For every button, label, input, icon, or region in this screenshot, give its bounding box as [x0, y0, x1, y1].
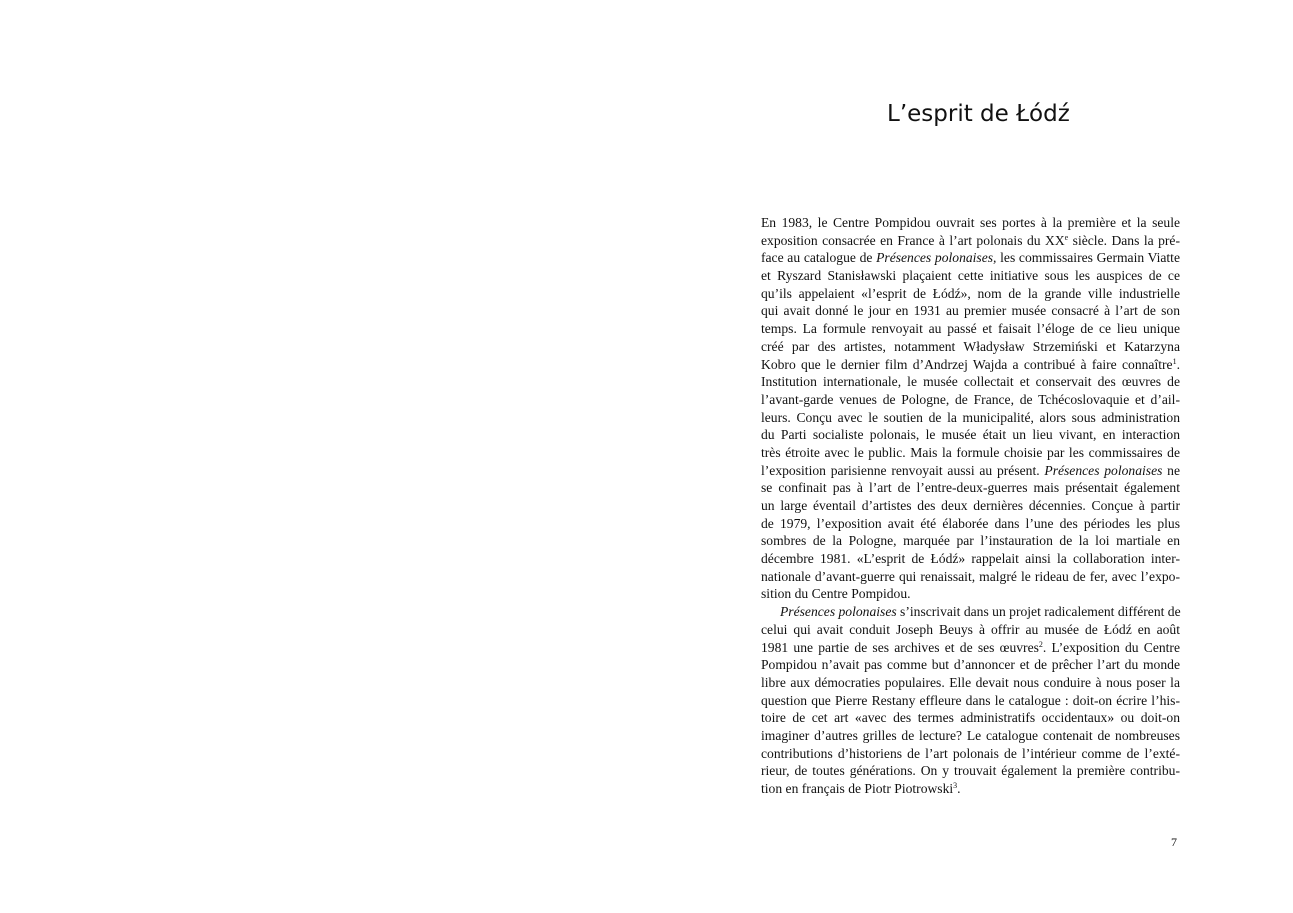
text-line: [761, 409, 1180, 427]
text-line: [761, 656, 1180, 674]
text-run: du Parti socialiste polonais, le musée était un lieu vivant, en interaction: [761, 427, 1180, 443]
text-line: [761, 285, 1180, 303]
text-line: [761, 249, 1180, 267]
text-run: celui qui avait conduit Joseph Beuys à offrir au musée de Łódź en août: [761, 621, 1180, 637]
body-text: [761, 214, 1180, 798]
left-page-blank: [0, 0, 646, 913]
text-run: . L’exposition du Centre: [1042, 639, 1180, 655]
text-line: [761, 444, 1180, 462]
text-run: les commissaires Germain Viatte: [996, 250, 1180, 266]
text-run: leurs. Conçu avec le soutien de la municipalité, alors sous administration: [761, 409, 1180, 425]
text-run: nationale d’avant-guerre qui renaissait, malgré le rideau de fer, avec l’expo-: [761, 568, 1180, 584]
text-line: [761, 550, 1180, 568]
text-run: très étroite avec le public. Mais la formule choisie par les commissaires de: [761, 444, 1180, 460]
text-line: [761, 727, 1180, 745]
text-line: [761, 639, 1180, 657]
text-run: Pompidou n’avait pas comme but d’annoncer et de prêcher l’art du monde: [761, 657, 1180, 673]
footnote-marker: 1: [1172, 356, 1177, 366]
text-run: et Ryszard Stanisławski plaçaient cette initiative sous les auspices de ce: [761, 268, 1180, 284]
italic-text: Présences polonaises,: [876, 250, 997, 266]
chapter-title: L’esprit de Łódź: [887, 101, 1070, 127]
text-line: [761, 497, 1180, 515]
text-run: s’inscrivait dans un projet radicalement différent de: [896, 604, 1181, 620]
text-run: En 1983, le Centre Pompidou ouvrait ses portes à la première et la seule: [761, 215, 1180, 230]
text-run: 1981 une partie de ses archives et de ses œuvres: [761, 639, 1039, 655]
text-line: [761, 320, 1180, 338]
text-run: Kobro que le dernier film d’Andrzej Wajda a contribué à faire connaître: [761, 356, 1173, 372]
text-run: qui avait donné le jour en 1931 au premier musée consacré à l’art de son: [761, 303, 1180, 319]
text-run: siècle. Dans la pré-: [1068, 232, 1180, 248]
text-run: sombres de la Pologne, marquée par l’instauration de la loi martiale en: [761, 533, 1180, 549]
text-run: un large éventail d’artistes des deux dernières décennies. Conçue à partir: [761, 498, 1180, 513]
text-run: toire de cet art «avec des termes administratifs occidentaux» ou doit-on: [761, 710, 1180, 726]
text-line: [761, 479, 1180, 497]
text-line: [761, 532, 1180, 550]
text-run: question que Pierre Restany effleure dans le catalogue : doit-on écrire l’his-: [761, 692, 1180, 708]
text-run: .: [1176, 356, 1180, 372]
text-run: se confinait pas à l’art de l’entre-deux-guerres mais présentait également: [761, 480, 1180, 496]
text-run: tion en français de Piotr Piotrowski: [761, 781, 954, 796]
text-run: ne: [1162, 462, 1181, 478]
text-run: rieur, de toutes générations. On y trouvait également la première contribu-: [761, 763, 1180, 779]
text-run: qu’ils appelaient «l’esprit de Łódź», nom de la grande ville industrielle: [761, 285, 1180, 301]
text-line: [761, 762, 1180, 780]
text-line: [761, 780, 1180, 798]
footnote-marker: 3: [953, 781, 958, 790]
text-line: [761, 302, 1180, 320]
text-line: [761, 745, 1180, 763]
text-line: [761, 709, 1180, 727]
text-run: sition du Centre Pompidou.: [761, 586, 911, 602]
text-line: [761, 621, 1180, 639]
text-run: de 1979, l’exposition avait été élaborée dans l’une des périodes les plus: [761, 515, 1180, 531]
text-run: Institution internationale, le musée collectait et conservait des œuvres de: [761, 374, 1180, 390]
italic-text: Présences polonaises: [780, 604, 897, 620]
text-run: contributions d’historiens de l’art polonais de l’intérieur comme de l’exté-: [761, 745, 1180, 761]
text-line: [761, 515, 1180, 533]
text-line: [761, 603, 1180, 621]
text-run: décembre 1981. «L’esprit de Łódź» rappelait ainsi la collaboration inter-: [761, 551, 1180, 567]
paragraph: [761, 603, 1180, 798]
text-run: libre aux démocraties populaires. Elle devait nous conduire à nous poser la: [761, 674, 1180, 690]
text-line: [761, 585, 1180, 603]
text-line: [761, 391, 1180, 409]
footnote-marker: 2: [1038, 639, 1043, 649]
text-line: [761, 692, 1180, 710]
text-run: temps. La formule renvoyait au passé et faisait l’éloge de ce lieu unique: [761, 321, 1180, 337]
text-line: [761, 373, 1180, 391]
text-run: .: [957, 781, 961, 796]
paragraph: [761, 214, 1180, 603]
text-line: [761, 232, 1180, 250]
text-run: exposition consacrée en France à l’art polonais du XX: [761, 232, 1065, 248]
text-line: [761, 568, 1180, 586]
text-line: [761, 356, 1180, 374]
footnote-marker: e: [1064, 232, 1069, 242]
text-run: créé par des artistes, notamment Władysław Strzemiński et Katarzyna: [761, 338, 1180, 354]
text-line: [761, 267, 1180, 285]
text-line: [761, 462, 1180, 480]
text-line: [761, 214, 1180, 232]
text-run: l’exposition parisienne renvoyait aussi au présent.: [761, 462, 1045, 478]
italic-text: Présences polonaises: [1044, 462, 1163, 478]
text-line: [761, 426, 1180, 444]
text-run: face au catalogue de: [761, 250, 877, 266]
text-line: [761, 338, 1180, 356]
page-number: 7: [1171, 835, 1177, 849]
text-run: l’avant-garde venues de Pologne, de France, de Tchécoslovaquie et d’ail-: [761, 391, 1180, 407]
text-line: [761, 674, 1180, 692]
text-run: imaginer d’autres grilles de lecture? Le catalogue contenait de nombreuses: [761, 727, 1180, 743]
